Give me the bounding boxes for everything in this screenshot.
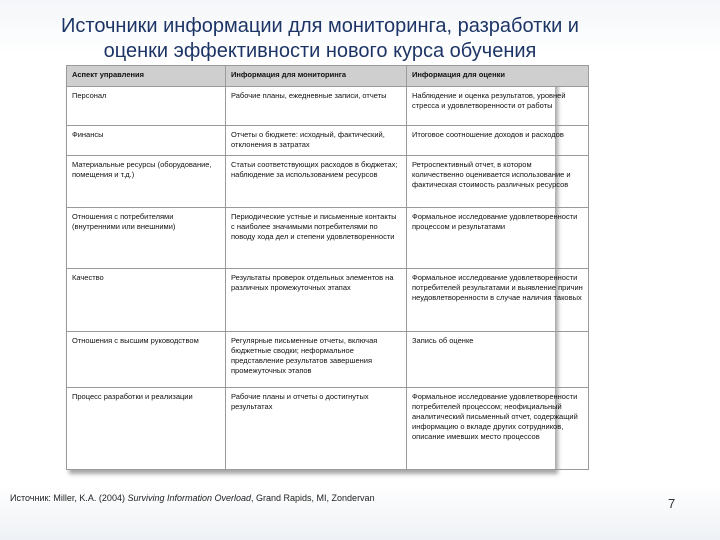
page-number: 7 [668, 496, 676, 511]
table-cell: Персонал [67, 87, 226, 126]
table-cell: Отношения с потребителями (внутренними или внешними) [67, 208, 226, 269]
table-row [67, 269, 589, 332]
table-cell: Запись об оценке [407, 332, 589, 388]
info-sources-table [66, 65, 583, 470]
table-cell: Отчеты о бюджете: исходный, фактический, отклонения в затратах [226, 126, 407, 156]
header-cell-aspect: Аспект управления [67, 66, 226, 87]
table-cell: Материальные ресурсы (оборудование, помещения и т.д.) [67, 156, 226, 208]
table-row [67, 332, 589, 388]
slide-title: Источники информации для мониторинга, разработки и оценки эффективности нового курса обучения [61, 15, 579, 62]
table-cell: Формальное исследование удовлетворенности потребителей процессом; неофициальный аналитический письменный отчет, содержащий информацию о вкладе других сотрудников, описание имевших место процессов [407, 388, 589, 470]
table-cell: Отношения с высшим руководством [67, 332, 226, 388]
table-cell: Статьи соответствующих расходов в бюджетах; наблюдение за использованием ресурсов [226, 156, 407, 208]
table-cell: Наблюдение и оценка результатов, уровней стресса и удовлетворенности от работы [407, 87, 589, 126]
table-row [67, 388, 589, 470]
table-cell: Рабочие планы, ежедневные записи, отчеты [226, 87, 407, 126]
table-cell: Процесс разработки и реализации [67, 388, 226, 470]
table-cell: Рабочие планы и отчеты о достигнутых результатах [226, 388, 407, 470]
table-cell: Результаты проверок отдельных элементов на различных промежуточных этапах [226, 269, 407, 332]
table-cell: Качество [67, 269, 226, 332]
citation-suffix: , Grand Rapids, MI, Zondervan [251, 493, 375, 503]
table-cell: Формальное исследование удовлетворенности потребителей результатами и выявление причин неудовлетворенности в случае наличия таковых [407, 269, 589, 332]
table-row [67, 87, 589, 126]
table-cell: Формальное исследование удовлетворенности процессом и результатами [407, 208, 589, 269]
table-row [67, 126, 589, 156]
header-cell-evaluation: Информация для оценки [407, 66, 589, 87]
table-cell: Регулярные письменные отчеты, включая бюджетные сводки; неформальное представление результатов завершения промежуточных этапов [226, 332, 407, 388]
table-cell: Финансы [67, 126, 226, 156]
table-header-row [67, 66, 589, 87]
citation-book-title: Surviving Information Overload [127, 493, 252, 503]
citation-prefix: Источник: Miller, K.A. (2004) [10, 493, 128, 503]
table-cell: Периодические устные и письменные контакты с наиболее значимыми потребителями по поводу хода дел и степени удовлетворенности [226, 208, 407, 269]
table-row [67, 208, 589, 269]
table-cell: Итоговое соотношение доходов и расходов [407, 126, 589, 156]
header-cell-monitoring: Информация для мониторинга [226, 66, 407, 87]
table-row [67, 156, 589, 208]
table-cell: Ретроспективный отчет, в котором количественно оценивается использование и фактическая стоимость различных ресурсов [407, 156, 589, 208]
source-citation [10, 493, 610, 503]
